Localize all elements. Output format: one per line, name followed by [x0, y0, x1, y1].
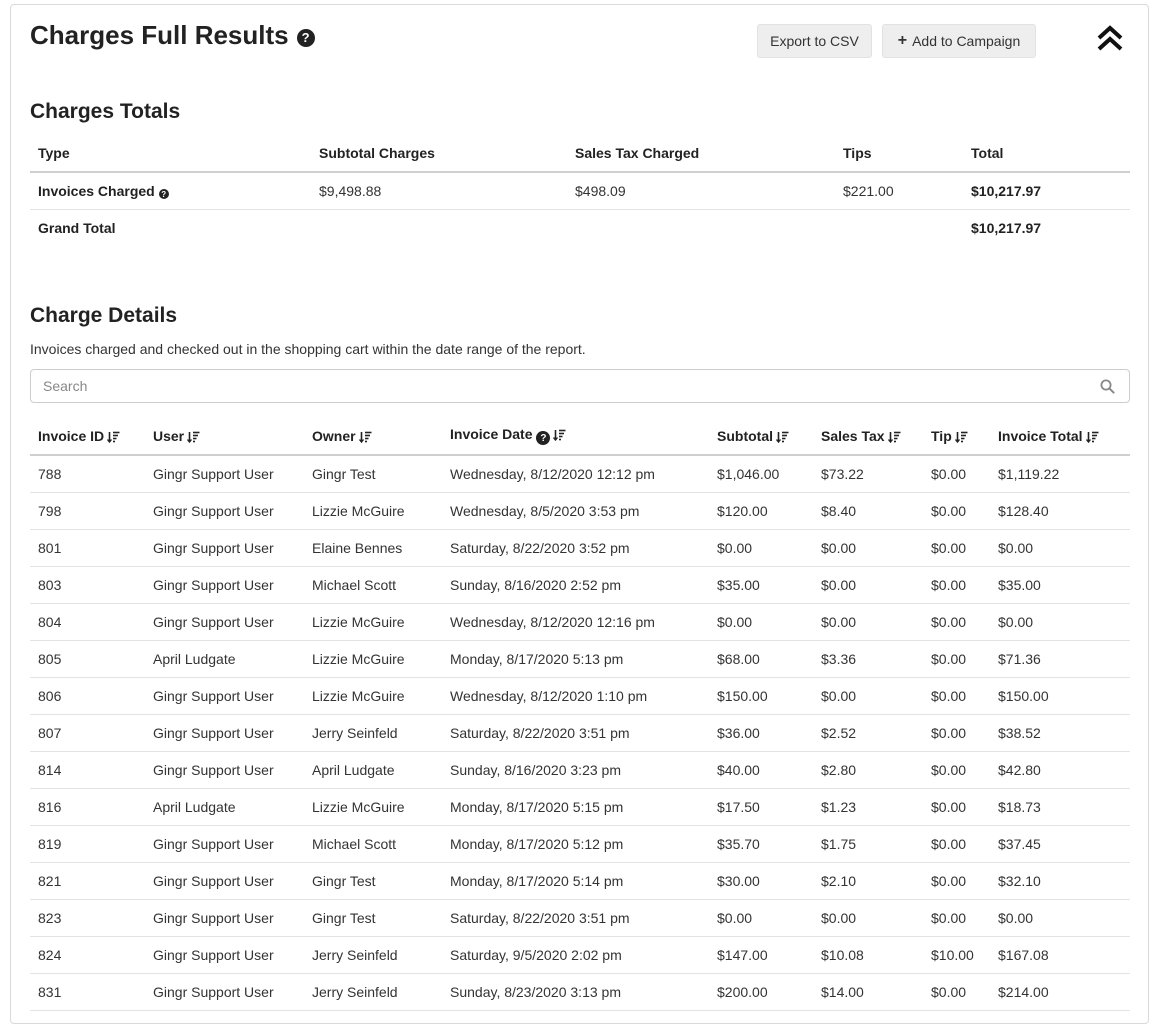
- invoice-id-cell: 831: [38, 983, 62, 1000]
- totals-total-cell: $10,217.97: [971, 182, 1042, 199]
- export-csv-label: Export to CSV: [770, 33, 859, 49]
- table-row[interactable]: [30, 492, 1130, 529]
- totals-type-label: Invoices Charged: [38, 182, 155, 199]
- tip-cell: $0.00: [931, 724, 967, 741]
- invoice-id-cell: 821: [38, 872, 62, 889]
- subtotal-cell: $0.00: [717, 909, 753, 926]
- sales-tax-cell: $0.00: [821, 613, 857, 630]
- tip-cell: $0.00: [931, 835, 967, 852]
- question-circle-icon[interactable]: ?: [297, 29, 315, 47]
- subtotal-cell: $17.50: [717, 798, 760, 815]
- tip-cell: $0.00: [931, 465, 967, 482]
- invoice-id-cell: 807: [38, 724, 62, 741]
- tip-cell: $0.00: [931, 539, 967, 556]
- invoice-id-cell: 803: [38, 576, 62, 593]
- tip-cell: $0.00: [931, 502, 967, 519]
- tip-cell: $0.00: [931, 650, 967, 667]
- invoice-date-cell: Sunday, 8/16/2020 3:23 pm: [450, 761, 621, 778]
- table-row[interactable]: [30, 751, 1130, 788]
- sales-tax-cell: $1.75: [821, 835, 857, 852]
- tip-cell: $0.00: [931, 761, 967, 778]
- column-header-user[interactable]: [145, 417, 304, 455]
- plus-icon: +: [897, 32, 908, 49]
- column-header-subtotal[interactable]: [709, 417, 813, 455]
- double-chevron-up-icon[interactable]: [1096, 24, 1124, 52]
- owner-cell: Jerry Seinfeld: [312, 983, 398, 1000]
- details-section-title: Charge Details: [30, 304, 178, 327]
- invoice-total-cell: $18.73: [998, 798, 1041, 815]
- charge-details-body: [30, 455, 1130, 1010]
- totals-tax-cell: $498.09: [575, 182, 626, 199]
- user-cell: Gingr Support User: [153, 983, 274, 1000]
- sort-icon[interactable]: [359, 431, 372, 443]
- subtotal-cell: $0.00: [717, 613, 753, 630]
- details-description: Invoices charged and checked out in the shopping cart within the date range of the report.: [30, 341, 586, 357]
- column-header: Tips: [835, 134, 963, 172]
- invoice-total-cell: $0.00: [998, 539, 1034, 556]
- invoice-date-cell: Saturday, 8/22/2020 3:51 pm: [450, 909, 630, 926]
- column-header: Sales Tax Charged: [567, 134, 835, 172]
- sort-icon[interactable]: [955, 431, 968, 443]
- invoice-date-cell: Monday, 8/17/2020 5:13 pm: [450, 650, 624, 667]
- sales-tax-cell: $2.52: [821, 724, 857, 741]
- table-row[interactable]: [30, 603, 1130, 640]
- invoice-total-cell: $0.00: [998, 909, 1034, 926]
- subtotal-cell: $68.00: [717, 650, 760, 667]
- table-row[interactable]: [30, 825, 1130, 862]
- tip-cell: $10.00: [931, 946, 974, 963]
- table-row[interactable]: [30, 455, 1130, 492]
- column-header-label: Invoice ID: [38, 427, 105, 444]
- sort-icon[interactable]: [107, 431, 120, 443]
- invoice-date-cell: Wednesday, 8/12/2020 12:16 pm: [450, 613, 655, 630]
- sort-icon[interactable]: [776, 431, 789, 443]
- tip-cell: $0.00: [931, 613, 967, 630]
- sales-tax-cell: $2.10: [821, 872, 857, 889]
- table-row[interactable]: [30, 529, 1130, 566]
- column-header-label: Subtotal: [717, 427, 773, 444]
- sales-tax-cell: $8.40: [821, 502, 857, 519]
- subtotal-cell: $1,046.00: [717, 465, 780, 482]
- invoice-total-cell: $214.00: [998, 983, 1049, 1000]
- totals-tips-cell: $221.00: [843, 182, 894, 199]
- owner-cell: Gingr Test: [312, 909, 376, 926]
- user-cell: Gingr Support User: [153, 465, 274, 482]
- user-cell: Gingr Support User: [153, 576, 274, 593]
- invoice-total-cell: $38.52: [998, 724, 1041, 741]
- owner-cell: Gingr Test: [312, 872, 376, 889]
- user-cell: Gingr Support User: [153, 613, 274, 630]
- column-header-label: User: [153, 427, 185, 444]
- table-row[interactable]: [30, 899, 1130, 936]
- invoice-date-cell: Monday, 8/17/2020 5:14 pm: [450, 872, 624, 889]
- subtotal-cell: $36.00: [717, 724, 760, 741]
- owner-cell: Lizzie McGuire: [312, 798, 405, 815]
- tip-cell: $0.00: [931, 872, 967, 889]
- user-cell: Gingr Support User: [153, 909, 274, 926]
- add-to-campaign-label: Add to Campaign: [912, 33, 1021, 49]
- totals-subtotal-cell: $9,498.88: [319, 182, 382, 199]
- column-header-sales-tax[interactable]: [813, 417, 923, 455]
- invoice-date-cell: Monday, 8/17/2020 5:12 pm: [450, 835, 624, 852]
- sales-tax-cell: $0.00: [821, 687, 857, 704]
- owner-cell: April Ludgate: [312, 761, 395, 778]
- invoice-id-cell: 806: [38, 687, 62, 704]
- owner-cell: Lizzie McGuire: [312, 502, 405, 519]
- subtotal-cell: $35.00: [717, 576, 760, 593]
- totals-tax-cell: [567, 209, 835, 246]
- invoice-id-cell: 823: [38, 909, 62, 926]
- subtotal-cell: $120.00: [717, 502, 768, 519]
- tip-cell: $0.00: [931, 798, 967, 815]
- totals-header-row: [30, 134, 1130, 172]
- owner-cell: Gingr Test: [312, 465, 376, 482]
- table-row[interactable]: [30, 566, 1130, 603]
- sort-icon[interactable]: [1086, 431, 1099, 443]
- user-cell: Gingr Support User: [153, 872, 274, 889]
- invoice-id-cell: 814: [38, 761, 62, 778]
- invoice-total-cell: $35.00: [998, 576, 1041, 593]
- user-cell: Gingr Support User: [153, 724, 274, 741]
- column-header: Subtotal Charges: [311, 134, 567, 172]
- invoice-total-cell: $32.10: [998, 872, 1041, 889]
- question-circle-icon[interactable]: ?: [159, 189, 169, 199]
- invoice-date-cell: Sunday, 8/23/2020 3:13 pm: [450, 983, 621, 1000]
- question-circle-icon[interactable]: ?: [536, 431, 550, 445]
- column-header-label: Invoice Total: [998, 427, 1083, 444]
- invoice-total-cell: $71.36: [998, 650, 1041, 667]
- column-header: Type: [30, 134, 311, 172]
- user-cell: Gingr Support User: [153, 835, 274, 852]
- invoice-id-cell: 805: [38, 650, 62, 667]
- totals-section-title: Charges Totals: [30, 100, 181, 123]
- owner-cell: Lizzie McGuire: [312, 650, 405, 667]
- totals-table: [30, 134, 1130, 246]
- invoice-id-cell: 801: [38, 539, 62, 556]
- subtotal-cell: $150.00: [717, 687, 768, 704]
- user-cell: April Ludgate: [153, 798, 236, 815]
- column-header-invoice-total[interactable]: [990, 417, 1130, 455]
- invoice-id-cell: 788: [38, 465, 62, 482]
- sales-tax-cell: $10.08: [821, 946, 864, 963]
- owner-cell: Jerry Seinfeld: [312, 724, 398, 741]
- owner-cell: Elaine Bennes: [312, 539, 403, 556]
- sort-icon[interactable]: [187, 431, 200, 443]
- subtotal-cell: $200.00: [717, 983, 768, 1000]
- sales-tax-cell: $73.22: [821, 465, 864, 482]
- owner-cell: Michael Scott: [312, 576, 397, 593]
- invoice-total-cell: $128.40: [998, 502, 1049, 519]
- invoice-id-cell: 804: [38, 613, 62, 630]
- tip-cell: $0.00: [931, 983, 967, 1000]
- subtotal-cell: $147.00: [717, 946, 768, 963]
- sales-tax-cell: $0.00: [821, 909, 857, 926]
- search-icon[interactable]: [1100, 379, 1115, 394]
- owner-cell: Jerry Seinfeld: [312, 946, 398, 963]
- column-header-label: Tip: [931, 427, 952, 444]
- user-cell: April Ludgate: [153, 650, 236, 667]
- search-input[interactable]: [31, 370, 1081, 402]
- invoice-date-cell: Wednesday, 8/5/2020 3:53 pm: [450, 502, 640, 519]
- user-cell: Gingr Support User: [153, 946, 274, 963]
- invoice-date-cell: Wednesday, 8/12/2020 1:10 pm: [450, 687, 648, 704]
- invoice-id-cell: 819: [38, 835, 62, 852]
- page-title: [30, 20, 315, 51]
- table-row[interactable]: [30, 862, 1130, 899]
- table-row[interactable]: [30, 936, 1130, 973]
- column-header-invoice-id[interactable]: [30, 417, 145, 455]
- invoice-date-cell: Sunday, 8/16/2020 2:52 pm: [450, 576, 621, 593]
- totals-row-invoices-charged: [30, 172, 1130, 209]
- totals-row-grand-total: [30, 209, 1130, 246]
- tip-cell: $0.00: [931, 909, 967, 926]
- invoice-total-cell: $167.08: [998, 946, 1049, 963]
- table-row[interactable]: [30, 640, 1130, 677]
- subtotal-cell: $35.70: [717, 835, 760, 852]
- sales-tax-cell: $0.00: [821, 539, 857, 556]
- invoice-total-cell: $0.00: [998, 613, 1034, 630]
- subtotal-cell: $0.00: [717, 539, 753, 556]
- table-row[interactable]: [30, 788, 1130, 825]
- invoice-total-cell: $37.45: [998, 835, 1041, 852]
- sort-icon[interactable]: [553, 429, 566, 441]
- column-header-owner[interactable]: [304, 417, 442, 455]
- column-header-invoice-date[interactable]: [442, 417, 709, 455]
- tip-cell: $0.00: [931, 687, 967, 704]
- invoice-total-cell: $42.80: [998, 761, 1041, 778]
- owner-cell: Michael Scott: [312, 835, 397, 852]
- column-header-label: Sales Tax: [821, 427, 885, 444]
- totals-tips-cell: [835, 209, 963, 246]
- invoice-id-cell: 816: [38, 798, 62, 815]
- invoice-total-cell: $150.00: [998, 687, 1049, 704]
- invoice-date-cell: Wednesday, 8/12/2020 12:12 pm: [450, 465, 655, 482]
- owner-cell: Lizzie McGuire: [312, 613, 405, 630]
- sort-icon[interactable]: [888, 431, 901, 443]
- column-header-label: Owner: [312, 427, 356, 444]
- tip-cell: $0.00: [931, 576, 967, 593]
- invoice-date-cell: Saturday, 8/22/2020 3:51 pm: [450, 724, 630, 741]
- table-row[interactable]: [30, 973, 1130, 1010]
- table-row[interactable]: [30, 677, 1130, 714]
- search-field[interactable]: [30, 369, 1130, 403]
- subtotal-cell: $30.00: [717, 872, 760, 889]
- invoice-id-cell: 798: [38, 502, 62, 519]
- invoice-date-cell: Monday, 8/17/2020 5:15 pm: [450, 798, 624, 815]
- invoice-date-cell: Saturday, 9/5/2020 2:02 pm: [450, 946, 622, 963]
- sales-tax-cell: $14.00: [821, 983, 864, 1000]
- details-header-row: [30, 417, 1130, 455]
- column-header-label: Invoice Date: [450, 425, 533, 442]
- totals-type-cell: [30, 172, 311, 209]
- owner-cell: Lizzie McGuire: [312, 687, 405, 704]
- sales-tax-cell: $1.23: [821, 798, 857, 815]
- invoice-id-cell: 824: [38, 946, 62, 963]
- column-header-tip[interactable]: [923, 417, 990, 455]
- subtotal-cell: $40.00: [717, 761, 760, 778]
- user-cell: Gingr Support User: [153, 761, 274, 778]
- charge-details-table: [30, 417, 1130, 1011]
- sales-tax-cell: $0.00: [821, 576, 857, 593]
- user-cell: Gingr Support User: [153, 687, 274, 704]
- invoice-total-cell: $1,119.22: [998, 465, 1060, 482]
- table-row[interactable]: [30, 714, 1130, 751]
- invoice-date-cell: Saturday, 8/22/2020 3:52 pm: [450, 539, 630, 556]
- totals-subtotal-cell: [311, 209, 567, 246]
- export-csv-button[interactable]: [757, 24, 872, 58]
- sales-tax-cell: $3.36: [821, 650, 857, 667]
- sales-tax-cell: $2.80: [821, 761, 857, 778]
- totals-type-cell: Grand Total: [38, 219, 116, 236]
- add-to-campaign-button[interactable]: [882, 24, 1036, 58]
- user-cell: Gingr Support User: [153, 502, 274, 519]
- column-header: Total: [963, 134, 1130, 172]
- user-cell: Gingr Support User: [153, 539, 274, 556]
- totals-total-cell: $10,217.97: [971, 219, 1042, 236]
- page-title-text: Charges Full Results: [30, 20, 289, 50]
